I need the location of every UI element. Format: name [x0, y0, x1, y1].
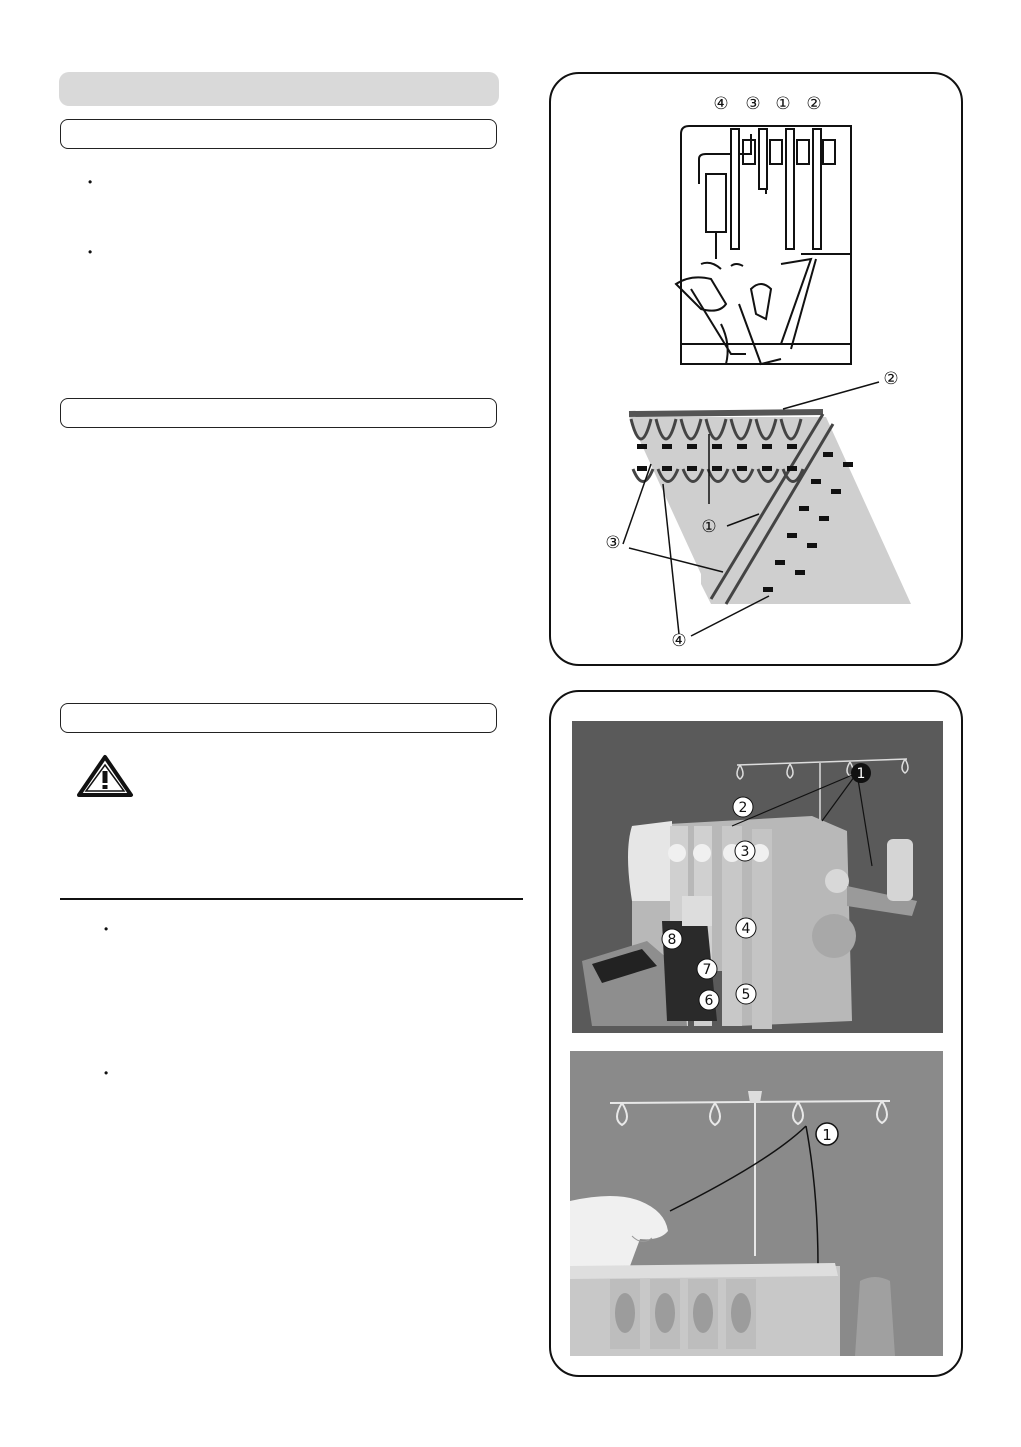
bullet-1: • [88, 175, 93, 189]
label-photo1-5: 5 [741, 987, 751, 1003]
label-needle-1: ① [775, 94, 791, 114]
photo-machine-overview [572, 721, 943, 1033]
figure-panel-photos [549, 690, 963, 1377]
label-photo1-4: 4 [741, 921, 751, 937]
label-stitch-1: ① [701, 517, 717, 537]
subsection-heading-box-1 [60, 119, 497, 149]
label-needle-3: ③ [745, 94, 761, 114]
photo2-labels [570, 1051, 943, 1356]
label-photo1-1: 1 [856, 766, 866, 782]
stitch-illustration [605, 369, 911, 651]
label-photo1-8: 8 [667, 932, 677, 948]
label-stitch-2: ② [883, 369, 899, 389]
photo-thread-stand [570, 1051, 943, 1356]
label-needle-4: ④ [713, 94, 729, 114]
photo1-labels [572, 721, 943, 1033]
figure-panel-threads [549, 72, 963, 666]
label-stitch-3: ③ [605, 533, 621, 553]
subsection-heading-box-2 [60, 398, 497, 428]
bullet-3: • [104, 922, 109, 936]
label-needle-2: ② [806, 94, 822, 114]
label-photo1-6: 6 [704, 993, 714, 1009]
section-title-bar [59, 72, 499, 106]
label-photo2-1: 1 [822, 1126, 832, 1144]
label-photo1-3: 3 [740, 844, 750, 860]
divider-rule [60, 898, 523, 900]
warning-icon [76, 754, 134, 798]
label-photo1-2: 2 [738, 800, 748, 816]
label-photo1-7: 7 [702, 962, 712, 978]
label-stitch-4: ④ [671, 631, 687, 651]
bullet-4: • [104, 1066, 109, 1080]
subsection-heading-box-3 [60, 703, 497, 733]
bullet-2: • [88, 245, 93, 259]
thread-diagram [551, 74, 965, 668]
